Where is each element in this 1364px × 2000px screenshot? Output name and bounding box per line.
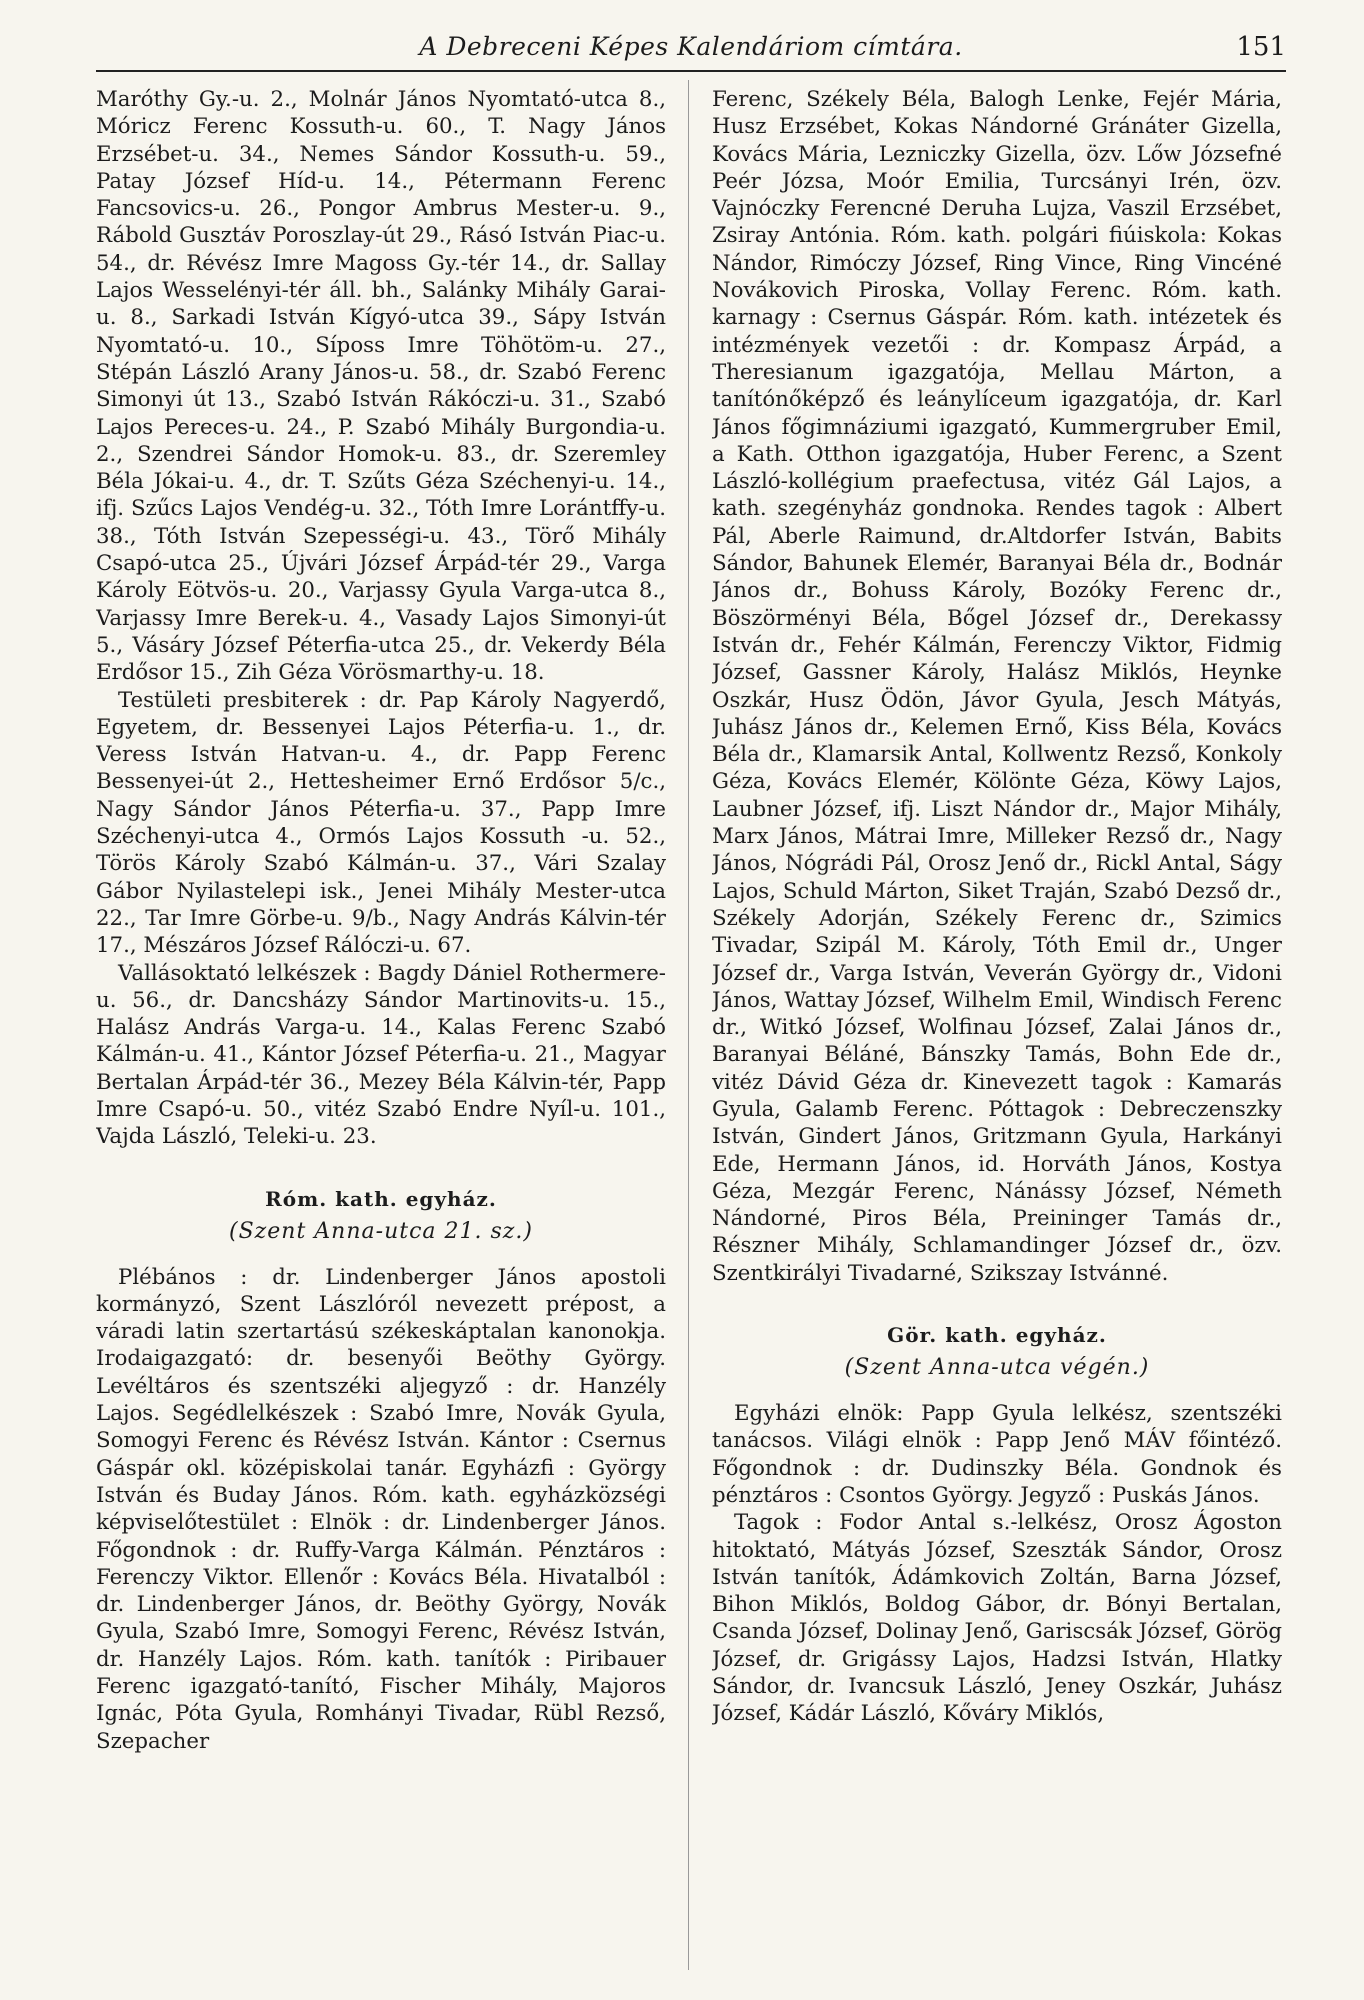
religious-teachers: Vallásoktató lelkészek : Bagdy Dániel Rothermere-u. 56., dr. Dancsházy Sándor Martinovits-u. 15., Halász András Varga-u. 14., Kalas Ferenc Szabó Kálmán-u. 41., Kántor József Péterfia-u. 21., Magyar Bertalan Árpád-tér 36., Mezey Béla Kálvin-tér, Papp Imre Csapó-u. 50., vitéz Szabó Endre Nyíl-u. 101., Vajda László, Teleki-u. 23. (96, 960, 666, 1150)
right-column (712, 86, 1282, 1976)
section-title-roman-catholic: Róm. kath. egyház. (265, 1186, 497, 1211)
roman-catholic-clergy: Plébános : dr. Lindenberger János apostoli kormányzó, Szent Lászlóról nevezett prépost, a váradi latin szertartású székeskáptalan kanonokja. Irodaigazgató: dr. besenyői Beöthy György. Levéltáros és szentszéki aljegyző : dr. Hanzély Lajos. Segédlelkészek : Szabó Imre, Novák Gyula, Somogyi Ferenc és Révész István. Kántor : Csernus Gáspár okl. középiskolai tanár. Egyházfi : György István és Buday János. Róm. kath. egyházközségi képviselőtestület : Elnök : dr. Lindenberger János. Főgondnok : dr. Ruffy-Varga Kálmán. Pénztáros : Ferenczy Viktor. Ellenőr : Kovács Béla. Hivatalból : dr. Lindenberger János, dr. Beöthy György, Novák Gyula, Szabó Imre, Somogyi Ferenc, Révész István, dr. Hanzély Lajos. Róm. kath. tanítók : Piribauer Ferenc igazgató-tanító, Fischer Mihály, Majoros Ignác, Póta Gyula, Romhányi Tivadar, Rübl Rezső, Szepacher (96, 1264, 666, 1754)
running-title: A Debreceni Képes Kalendáriom címtára. (419, 32, 963, 61)
corporate-presbyters: Testületi presbiterek : dr. Pap Károly Nagyerdő, Egyetem, dr. Bessenyei Lajos Péterfia-u. 1., dr. Veress István Hatvan-u. 4., dr. Papp Ferenc Bessenyei-út 2., Hettesheimer Ernő Erdősor 5/c., Nagy Sándor János Péterfia-u. 37., Papp Imre Széchenyi-utca 4., Ormós Lajos Kossuth -u. 52., Törös Károly Szabó Kálmán-u. 37., Vári Szalay Gábor Nyilastelepi isk., Jenei Mihály Mester-utca 22., Tar Imre Görbe-u. 9/b., Nagy András Kálvin-tér 17., Mészáros József Rálóczi-u. 67. (96, 687, 666, 959)
roman-catholic-members: Ferenc, Székely Béla, Balogh Lenke, Fejér Mária, Husz Erzsébet, Kokas Nándorné Gránáter Gizella, Kovács Mária, Lezniczky Gizella, özv. Lőw Józsefné Peér Józsa, Moór Emilia, Turcsányi Irén, özv. Vajnóczky Ferencné Deruha Lujza, Vaszil Erzsébet, Zsiray Antónia. Róm. kath. polgári fiúiskola: Kokas Nándor, Rimóczy József, Ring Vince, Ring Vincéné Novákovich Piroska, Vollay Ferenc. Róm. kath. karnagy : Csernus Gáspár. Róm. kath. intézetek és intézmények vezetői : dr. Kompasz Árpád, a Theresianum igazgatója, Mellau Márton, a tanítónőképző és leánylíceum igazgatója, dr. Karl János főgimnáziumi igazgató, Kummergruber Emil, a Kath. Otthon igazgatója, Huber Ferenc, a Szent László-kollégium praefectusa, vitéz Gál Lajos, a kath. szegényház gondnoka. Rendes tagok : Albert Pál, Aberle Raimund, dr.Altdorfer István, Babits Sándor, Bahunek Elemér, Baranyai Béla dr., Bodnár János dr., Bohuss Károly, Bozóky Ferenc dr., Böszörményi Béla, Bőgel József dr., Derekassy István dr., Fehér Kálmán, Ferenczy Viktor, Fidmig József, Gassner Károly, Halász Miklós, Heynke Oszkár, Husz Ödön, Jávor Gyula, Jesch Mátyás, Juhász János dr., Kelemen Ernő, Kiss Béla, Kovács Béla dr., Klamarsik Antal, Kollwentz Rezső, Konkoly Géza, Kovács Elemér, Kölönte Géza, Köwy Lajos, Laubner József, ifj. Liszt Nándor dr., Major Mihály, Marx János, Mátrai Imre, Milleker Rezső dr., Nagy János, Nógrádi Pál, Orosz Jenő dr., Rickl Antal, Ságy Lajos, Schuld Márton, Siket Traján, Szabó Dezső dr., Székely Adorján, Székely Ferenc dr., Szimics Tivadar, Szipál M. Károly, Tóth Emil dr., Unger József dr., Varga István, Veverán György dr., Vidoni János, Wattay József, Wilhelm Emil, Windisch Ferenc dr., Witkó József, Wolfinau József, Zalai János dr., Baranyai Béláné, Bánszky Tamás, Bohn Ede dr., vitéz Dávid Géza dr. Kinevezett tagok : Kamarás Gyula, Galamb Ferenc. Póttagok : Debreczenszky István, Gindert János, Gritzmann Gyula, Harkányi Ede, Hermann János, id. Horváth János, Kostya Géza, Mezgár Ferenc, Nánássy József, Németh Nándorné, Piros Béla, Preininger Tamás dr., Részner Mihály, Schlamandinger József dr., özv. Szentkirályi Tivadarné, Szikszay Istvánné. (712, 87, 1282, 1286)
greek-catholic-officers: Egyházi elnök: Papp Gyula lelkész, szentszéki tanácsos. Világi elnök : Papp Jenő MÁV főintéző. Főgondnok : dr. Dudinszky Béla. Gondnok és pénztáros : Csontos György. Jegyző : Puskás János. (712, 1401, 1282, 1508)
section-address-roman-catholic: (Szent Anna-utca 21. sz.) (229, 1218, 533, 1244)
section-address-greek-catholic: (Szent Anna-utca végén.) (844, 1355, 1150, 1381)
greek-catholic-members: Tagok : Fodor Antal s.-lelkész, Orosz Ágoston hitoktató, Mátyás József, Szeszták Sándor, Orosz István tanítók, Ádámkovich Zoltán, Barna József, Bihon Miklós, Boldog Gábor, dr. Bónyi Bertalan, Csanda József, Dolinay Jenő, Gariscsák József, Görög József, dr. Grigássy Lajos, Hadzsi István, Hlatky Sándor, dr. Ivancsuk László, Jeney Oszkár, Juhász József, Kádár László, Kőváry Miklós, (712, 1510, 1282, 1727)
column-divider (688, 80, 689, 1970)
section-title-greek-catholic: Gör. kath. egyház. (887, 1323, 1107, 1348)
page-number: 151 (1236, 32, 1286, 62)
left-column (96, 86, 666, 1976)
lay-presbyters-list: Maróthy Gy.-u. 2., Molnár János Nyomtató-utca 8., Móricz Ferenc Kossuth-u. 60., T. Nagy János Erzsébet-u. 34., Nemes Sándor Kossuth-u. 59., Patay József Híd-u. 14., Pétermann Ferenc Fancsovics-u. 26., Pongor Ambrus Mester-u. 9., Rábold Gusztáv Poroszlay-út 29., Rásó István Piac-u. 54., dr. Révész Imre Magoss Gy.-tér 14., dr. Sallay Lajos Wesselényi-tér áll. bh., Salánky Mihály Garai-u. 8., Sarkadi István Kígyó-utca 39., Sápy István Nyomtató-u. 10., Síposs Imre Töhötöm-u. 27., Stépán László Arany János-u. 58., dr. Szabó Ferenc Simonyi út 13., Szabó István Rákóczi-u. 31., Szabó Lajos Pereces-u. 24., P. Szabó Mihály Burgondia-u. 2., Szendrei Sándor Homok-u. 83., dr. Szeremley Béla Jókai-u. 4., dr. T. Szűts Géza Széchenyi-u. 14., ifj. Szűcs Lajos Vendég-u. 32., Tóth Imre Lorántffy-u. 38., Tóth István Szepességi-u. 43., Törő Mihály Csapó-utca 25., Újvári József Árpád-tér 29., Varga Károly Eötvös-u. 20., Varjassy Gyula Varga-utca 8., Varjassy Imre Berek-u. 4., Vasady Lajos Simonyi-út 5., Vásáry József Péterfia-utca 25., dr. Vekerdy Béla Erdősor 15., Zih Géza Vörösmarthy-u. 18. (96, 87, 666, 686)
page-header (96, 26, 1286, 72)
